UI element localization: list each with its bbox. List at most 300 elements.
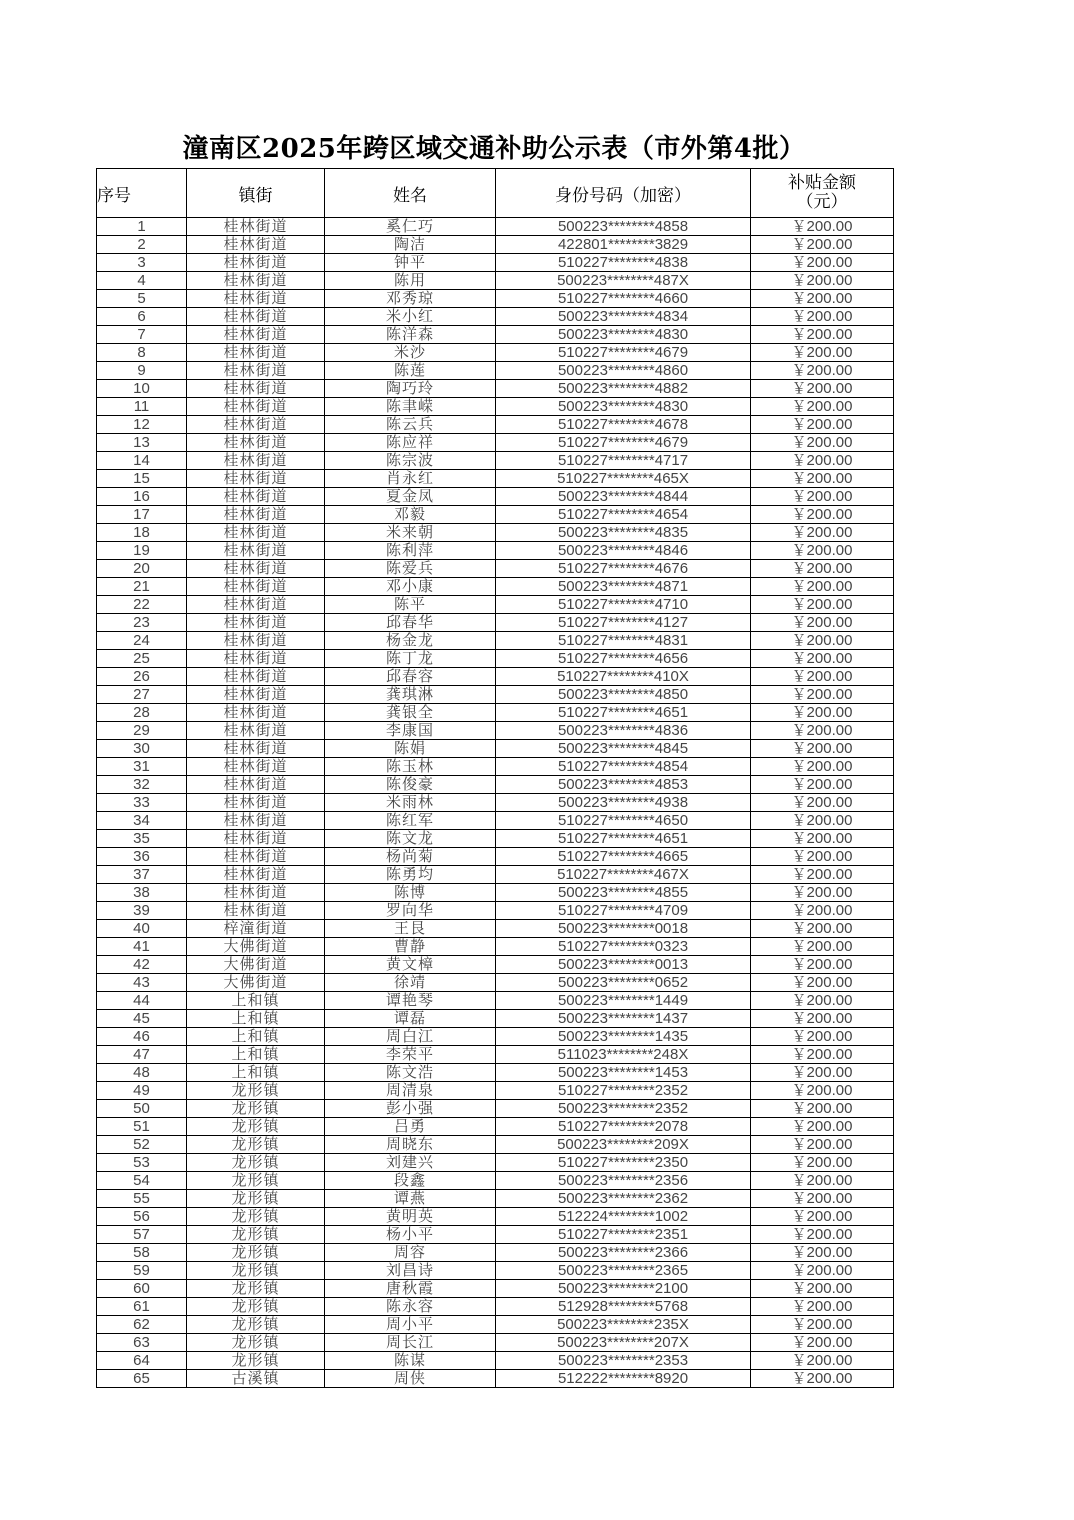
row-id-number: 500223********4835	[496, 524, 751, 542]
row-number: 30	[97, 740, 187, 758]
row-town: 桂林街道	[187, 272, 325, 290]
row-name: 吕勇	[325, 1118, 496, 1136]
row-id-number: 510227********4679	[496, 344, 751, 362]
table-row	[97, 920, 894, 938]
table-row	[97, 434, 894, 452]
row-amount: ￥200.00	[751, 938, 894, 956]
row-id-number: 510227********4651	[496, 704, 751, 722]
table-row	[97, 1064, 894, 1082]
row-town: 桂林街道	[187, 542, 325, 560]
row-id-number: 500223********4845	[496, 740, 751, 758]
row-name: 周清泉	[325, 1082, 496, 1100]
row-name: 陈丁龙	[325, 650, 496, 668]
row-name: 李康国	[325, 722, 496, 740]
table-row	[97, 974, 894, 992]
table-row	[97, 992, 894, 1010]
row-amount: ￥200.00	[751, 740, 894, 758]
row-number: 13	[97, 434, 187, 452]
row-number: 4	[97, 272, 187, 290]
row-id-number: 510227********4656	[496, 650, 751, 668]
row-town: 龙形镇	[187, 1262, 325, 1280]
row-amount: ￥200.00	[751, 920, 894, 938]
table-row	[97, 1154, 894, 1172]
row-id-number: 510227********4838	[496, 254, 751, 272]
row-town: 桂林街道	[187, 668, 325, 686]
row-number: 44	[97, 992, 187, 1010]
row-amount: ￥200.00	[751, 1010, 894, 1028]
row-id-number: 500223********2353	[496, 1352, 751, 1370]
row-name: 陈洋森	[325, 326, 496, 344]
row-name: 谭磊	[325, 1010, 496, 1028]
table-row	[97, 1190, 894, 1208]
row-amount: ￥200.00	[751, 1370, 894, 1388]
row-number: 16	[97, 488, 187, 506]
table-row	[97, 272, 894, 290]
row-name: 黄明英	[325, 1208, 496, 1226]
row-name: 陈俊豪	[325, 776, 496, 794]
row-name: 陈用	[325, 272, 496, 290]
row-town: 上和镇	[187, 1010, 325, 1028]
row-name: 米雨林	[325, 794, 496, 812]
table-row	[97, 1370, 894, 1388]
table-header	[97, 169, 894, 218]
row-id-number: 510227********4127	[496, 614, 751, 632]
row-number: 15	[97, 470, 187, 488]
table-row	[97, 614, 894, 632]
row-id-number: 510227********4679	[496, 434, 751, 452]
row-number: 40	[97, 920, 187, 938]
row-amount: ￥200.00	[751, 344, 894, 362]
row-name: 陈红军	[325, 812, 496, 830]
row-amount: ￥200.00	[751, 722, 894, 740]
table-row	[97, 416, 894, 434]
row-town: 桂林街道	[187, 398, 325, 416]
row-name: 周侠	[325, 1370, 496, 1388]
row-amount: ￥200.00	[751, 1334, 894, 1352]
header-amount-line2: （元）	[796, 192, 848, 212]
row-id-number: 500223********0018	[496, 920, 751, 938]
row-id-number: 510227********465X	[496, 470, 751, 488]
row-town: 桂林街道	[187, 740, 325, 758]
row-id-number: 500223********2365	[496, 1262, 751, 1280]
table-row	[97, 668, 894, 686]
row-name: 龚琪淋	[325, 686, 496, 704]
table-row	[97, 326, 894, 344]
row-amount: ￥200.00	[751, 866, 894, 884]
table-row	[97, 542, 894, 560]
row-id-number: 500223********1437	[496, 1010, 751, 1028]
row-amount: ￥200.00	[751, 272, 894, 290]
row-number: 65	[97, 1370, 187, 1388]
row-number: 25	[97, 650, 187, 668]
row-number: 48	[97, 1064, 187, 1082]
row-town: 桂林街道	[187, 308, 325, 326]
table-row	[97, 254, 894, 272]
row-number: 3	[97, 254, 187, 272]
row-amount: ￥200.00	[751, 704, 894, 722]
row-amount: ￥200.00	[751, 506, 894, 524]
row-number: 39	[97, 902, 187, 920]
header-town: 镇街	[187, 169, 325, 218]
row-number: 41	[97, 938, 187, 956]
row-amount: ￥200.00	[751, 380, 894, 398]
row-amount: ￥200.00	[751, 686, 894, 704]
table-body	[97, 218, 894, 1388]
row-number: 43	[97, 974, 187, 992]
row-name: 曹静	[325, 938, 496, 956]
row-id-number: 510227********4678	[496, 416, 751, 434]
row-town: 上和镇	[187, 1064, 325, 1082]
header-id: 身份号码（加密）	[496, 169, 751, 218]
row-id-number: 500223********4882	[496, 380, 751, 398]
row-name: 陈文龙	[325, 830, 496, 848]
header-amount	[751, 169, 894, 218]
row-town: 桂林街道	[187, 830, 325, 848]
row-name: 陈应祥	[325, 434, 496, 452]
table-row	[97, 1010, 894, 1028]
row-name: 周晓东	[325, 1136, 496, 1154]
row-number: 34	[97, 812, 187, 830]
row-number: 35	[97, 830, 187, 848]
table-row	[97, 1244, 894, 1262]
row-name: 陈勇均	[325, 866, 496, 884]
row-amount: ￥200.00	[751, 776, 894, 794]
table-row	[97, 776, 894, 794]
row-number: 45	[97, 1010, 187, 1028]
row-amount: ￥200.00	[751, 596, 894, 614]
row-id-number: 510227********4717	[496, 452, 751, 470]
row-id-number: 510227********0323	[496, 938, 751, 956]
table-row	[97, 362, 894, 380]
row-id-number: 510227********4660	[496, 290, 751, 308]
row-town: 桂林街道	[187, 704, 325, 722]
row-name: 刘昌诗	[325, 1262, 496, 1280]
row-id-number: 512224********1002	[496, 1208, 751, 1226]
row-amount: ￥200.00	[751, 1244, 894, 1262]
row-amount: ￥200.00	[751, 308, 894, 326]
row-name: 米小红	[325, 308, 496, 326]
row-name: 周容	[325, 1244, 496, 1262]
row-id-number: 500223********4850	[496, 686, 751, 704]
row-id-number: 500223********1453	[496, 1064, 751, 1082]
table-row	[97, 830, 894, 848]
row-town: 龙形镇	[187, 1316, 325, 1334]
row-number: 50	[97, 1100, 187, 1118]
row-town: 桂林街道	[187, 812, 325, 830]
row-town: 桂林街道	[187, 578, 325, 596]
row-number: 12	[97, 416, 187, 434]
row-amount: ￥200.00	[751, 560, 894, 578]
row-id-number: 510227********467X	[496, 866, 751, 884]
row-name: 黄文樟	[325, 956, 496, 974]
row-number: 2	[97, 236, 187, 254]
row-number: 24	[97, 632, 187, 650]
row-town: 大佛街道	[187, 956, 325, 974]
row-amount: ￥200.00	[751, 1136, 894, 1154]
row-id-number: 511023********248X	[496, 1046, 751, 1064]
row-amount: ￥200.00	[751, 1046, 894, 1064]
row-town: 龙形镇	[187, 1136, 325, 1154]
row-id-number: 500223********0652	[496, 974, 751, 992]
table-row	[97, 506, 894, 524]
row-town: 桂林街道	[187, 884, 325, 902]
row-town: 龙形镇	[187, 1334, 325, 1352]
row-number: 55	[97, 1190, 187, 1208]
row-amount: ￥200.00	[751, 578, 894, 596]
row-amount: ￥200.00	[751, 326, 894, 344]
table-row	[97, 1172, 894, 1190]
row-id-number: 510227********4710	[496, 596, 751, 614]
row-number: 9	[97, 362, 187, 380]
row-id-number: 500223********487X	[496, 272, 751, 290]
table-row	[97, 236, 894, 254]
row-name: 邓毅	[325, 506, 496, 524]
row-number: 23	[97, 614, 187, 632]
row-number: 11	[97, 398, 187, 416]
table-row	[97, 902, 894, 920]
table-row	[97, 218, 894, 236]
row-amount: ￥200.00	[751, 1298, 894, 1316]
row-town: 桂林街道	[187, 326, 325, 344]
row-id-number: 500223********2366	[496, 1244, 751, 1262]
row-id-number: 500223********4834	[496, 308, 751, 326]
row-amount: ￥200.00	[751, 254, 894, 272]
row-id-number: 500223********2356	[496, 1172, 751, 1190]
table-row	[97, 1334, 894, 1352]
row-id-number: 500223********235X	[496, 1316, 751, 1334]
header-name: 姓名	[325, 169, 496, 218]
table-row	[97, 344, 894, 362]
row-name: 米沙	[325, 344, 496, 362]
row-number: 10	[97, 380, 187, 398]
table-row	[97, 1280, 894, 1298]
row-number: 61	[97, 1298, 187, 1316]
row-town: 龙形镇	[187, 1190, 325, 1208]
row-id-number: 510227********4651	[496, 830, 751, 848]
row-name: 杨尚菊	[325, 848, 496, 866]
row-amount: ￥200.00	[751, 290, 894, 308]
row-amount: ￥200.00	[751, 434, 894, 452]
row-id-number: 500223********209X	[496, 1136, 751, 1154]
table-row	[97, 452, 894, 470]
table-row	[97, 704, 894, 722]
row-number: 54	[97, 1172, 187, 1190]
row-number: 42	[97, 956, 187, 974]
row-id-number: 500223********4830	[496, 398, 751, 416]
table-row	[97, 290, 894, 308]
row-town: 龙形镇	[187, 1100, 325, 1118]
header-amount-line1: 补贴金额	[788, 173, 856, 193]
row-town: 梓潼街道	[187, 920, 325, 938]
table-row	[97, 956, 894, 974]
row-id-number: 510227********4676	[496, 560, 751, 578]
row-number: 47	[97, 1046, 187, 1064]
table-row	[97, 1118, 894, 1136]
row-name: 陈永容	[325, 1298, 496, 1316]
row-id-number: 500223********4846	[496, 542, 751, 560]
row-amount: ￥200.00	[751, 758, 894, 776]
row-id-number: 500223********1435	[496, 1028, 751, 1046]
row-id-number: 510227********2352	[496, 1082, 751, 1100]
row-number: 17	[97, 506, 187, 524]
table-row	[97, 1208, 894, 1226]
row-amount: ￥200.00	[751, 884, 894, 902]
row-number: 6	[97, 308, 187, 326]
row-town: 上和镇	[187, 1046, 325, 1064]
row-id-number: 510227********4831	[496, 632, 751, 650]
row-name: 邱春华	[325, 614, 496, 632]
row-name: 陈文浩	[325, 1064, 496, 1082]
row-name: 杨小平	[325, 1226, 496, 1244]
row-town: 桂林街道	[187, 290, 325, 308]
row-town: 桂林街道	[187, 776, 325, 794]
row-town: 桂林街道	[187, 218, 325, 236]
subsidy-table	[96, 168, 894, 1388]
row-number: 56	[97, 1208, 187, 1226]
row-number: 32	[97, 776, 187, 794]
row-number: 59	[97, 1262, 187, 1280]
row-amount: ￥200.00	[751, 1208, 894, 1226]
table-row	[97, 632, 894, 650]
row-id-number: 500223********4860	[496, 362, 751, 380]
row-id-number: 510227********4854	[496, 758, 751, 776]
row-id-number: 500223********2362	[496, 1190, 751, 1208]
row-id-number: 510227********2350	[496, 1154, 751, 1172]
row-town: 桂林街道	[187, 902, 325, 920]
row-id-number: 500223********4855	[496, 884, 751, 902]
row-number: 29	[97, 722, 187, 740]
table-row	[97, 1226, 894, 1244]
table-row	[97, 1028, 894, 1046]
row-name: 谭艳琴	[325, 992, 496, 1010]
row-amount: ￥200.00	[751, 812, 894, 830]
row-name: 彭小强	[325, 1100, 496, 1118]
table-row	[97, 380, 894, 398]
row-name: 谭燕	[325, 1190, 496, 1208]
row-number: 51	[97, 1118, 187, 1136]
row-amount: ￥200.00	[751, 542, 894, 560]
header-no: 序号	[97, 169, 187, 218]
row-number: 58	[97, 1244, 187, 1262]
row-number: 53	[97, 1154, 187, 1172]
row-town: 桂林街道	[187, 380, 325, 398]
table-row	[97, 938, 894, 956]
table-row	[97, 1352, 894, 1370]
table-row	[97, 596, 894, 614]
row-amount: ￥200.00	[751, 1280, 894, 1298]
table-row	[97, 794, 894, 812]
row-amount: ￥200.00	[751, 632, 894, 650]
row-town: 桂林街道	[187, 596, 325, 614]
row-number: 64	[97, 1352, 187, 1370]
row-name: 陈玉林	[325, 758, 496, 776]
row-town: 桂林街道	[187, 866, 325, 884]
row-town: 桂林街道	[187, 452, 325, 470]
row-town: 龙形镇	[187, 1082, 325, 1100]
table-row	[97, 686, 894, 704]
row-amount: ￥200.00	[751, 416, 894, 434]
row-number: 36	[97, 848, 187, 866]
table-row	[97, 758, 894, 776]
row-town: 龙形镇	[187, 1172, 325, 1190]
row-amount: ￥200.00	[751, 470, 894, 488]
row-id-number: 500223********4871	[496, 578, 751, 596]
row-town: 桂林街道	[187, 794, 325, 812]
table-row	[97, 866, 894, 884]
row-name: 陶巧玲	[325, 380, 496, 398]
table-row	[97, 308, 894, 326]
row-town: 古溪镇	[187, 1370, 325, 1388]
row-name: 陈宗波	[325, 452, 496, 470]
row-name: 周白江	[325, 1028, 496, 1046]
row-amount: ￥200.00	[751, 794, 894, 812]
row-name: 周小平	[325, 1316, 496, 1334]
row-number: 22	[97, 596, 187, 614]
row-number: 21	[97, 578, 187, 596]
row-town: 上和镇	[187, 1028, 325, 1046]
row-number: 38	[97, 884, 187, 902]
row-number: 49	[97, 1082, 187, 1100]
row-name: 陶洁	[325, 236, 496, 254]
row-town: 桂林街道	[187, 470, 325, 488]
row-id-number: 510227********4665	[496, 848, 751, 866]
table-row	[97, 488, 894, 506]
row-name: 罗向华	[325, 902, 496, 920]
row-id-number: 510227********410X	[496, 668, 751, 686]
table-row	[97, 1298, 894, 1316]
row-town: 桂林街道	[187, 632, 325, 650]
row-town: 龙形镇	[187, 1208, 325, 1226]
row-number: 52	[97, 1136, 187, 1154]
table-row	[97, 1082, 894, 1100]
row-id-number: 500223********4858	[496, 218, 751, 236]
row-town: 龙形镇	[187, 1244, 325, 1262]
row-number: 8	[97, 344, 187, 362]
row-town: 龙形镇	[187, 1352, 325, 1370]
row-town: 桂林街道	[187, 434, 325, 452]
row-amount: ￥200.00	[751, 614, 894, 632]
row-number: 27	[97, 686, 187, 704]
table-row	[97, 524, 894, 542]
row-town: 桂林街道	[187, 362, 325, 380]
row-name: 邓秀琼	[325, 290, 496, 308]
row-number: 19	[97, 542, 187, 560]
row-town: 桂林街道	[187, 722, 325, 740]
row-name: 陈利萍	[325, 542, 496, 560]
row-number: 31	[97, 758, 187, 776]
row-number: 28	[97, 704, 187, 722]
row-amount: ￥200.00	[751, 398, 894, 416]
row-name: 米来朝	[325, 524, 496, 542]
row-amount: ￥200.00	[751, 1316, 894, 1334]
table-row	[97, 1136, 894, 1154]
row-number: 5	[97, 290, 187, 308]
row-amount: ￥200.00	[751, 452, 894, 470]
row-town: 桂林街道	[187, 236, 325, 254]
row-id-number: 500223********4836	[496, 722, 751, 740]
row-town: 龙形镇	[187, 1226, 325, 1244]
row-id-number: 510227********4654	[496, 506, 751, 524]
row-town: 桂林街道	[187, 416, 325, 434]
row-town: 桂林街道	[187, 650, 325, 668]
row-number: 46	[97, 1028, 187, 1046]
row-amount: ￥200.00	[751, 1082, 894, 1100]
row-name: 陈平	[325, 596, 496, 614]
row-id-number: 512222********8920	[496, 1370, 751, 1388]
table-row	[97, 740, 894, 758]
row-town: 桂林街道	[187, 686, 325, 704]
row-number: 7	[97, 326, 187, 344]
